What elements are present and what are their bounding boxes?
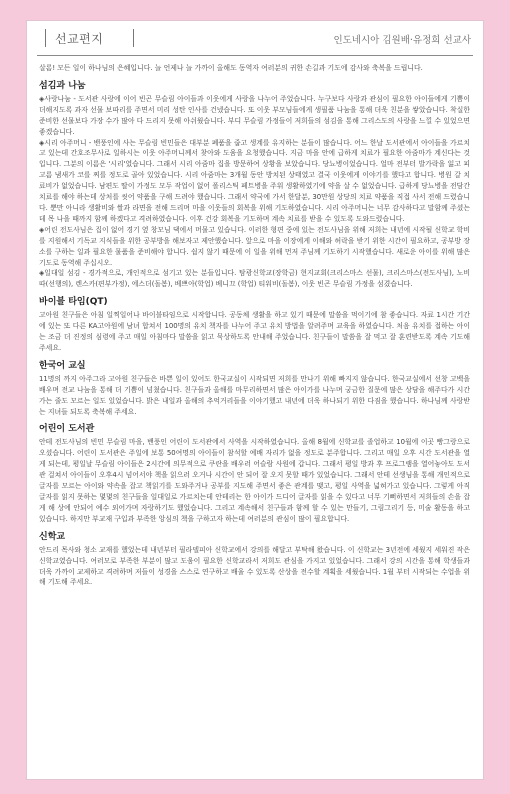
- letter-header: [37, 21, 473, 56]
- korean-class-paragraph: 11명의 까지 아주그라 고아원 친구들은 바쁜 일이 있어도 한국교실이 시작되면 저희를 만나기 위해 빠지지 않습니다. 한국교실에서 선창 고백을 배우며 전교 나눔을 통해 더 기쁨이 넘쳤습니다. 친구들과 올해를 마무리하면서 많은 아이가를 나누며 궁금한 질문에 많은 상담을 해주다가 시간 가는 줄도 모르는 일도 있었습니다. 밝은 내일과 올해의 추억거리들을 이야기했고 내년에 더욱 하나되기 위한 다짐을 했습니다. 하나님께 사랑받는 지녀들 되도록 축복해 주세요.: [39, 374, 470, 416]
- sharing-paragraph-siri: ◈시리 아주머니 - 밴풍인에 사는 무슬림 빈민들은 대부분 폐품을 줍고 생계를 유지하는 분들이 많습니다. 어느 한날 도서관에서 아이들을 가르치고 있는데 간호조무사로 일하시는 이웃 아주머니께서 찾아와 도움을 요청했습니다. 지금 마을 안에 급하게 치료가 필요한 아줌마가 계신다는 것입니다. 그분의 이름은 '시리'였습니다. 그래서 시리 아줌마 집을 방문하여 상황을 보았습니다. 당뇨병이었습니다. 얼마 전부터 발가락을 잃고 피고름 냄새가 코를 찌를 정도로 골아 있었습니다. 시리 아줌마는 3개월 동안 방치된 상태였고 결국 이웃에게 이야기를 했다고 합니다. 병원 갈 치료비가 없었습니다. 남편도 딸이 가정도 모두 작업이 없어 폴리스틱 페트병을 주워 생활하였기에 약을 살 수 없었습니다. 급하게 당뇨병을 전담간 치료를 해야 하는데 상처를 씻어 약품을 구해 드려야 했습니다. 그래서 약국에 가서 한달분, 30만원 상당의 치료 약품을 직접 사서 전해 드렸습니다. 뿐만 아니라 생활비와 쌀과 라면을 전해 드리며 마을 이웃들의 회복을 위해 기도하였습니다. 시리 아주머니는 너무 감사하다고 말함께 주셨는데 목 나을 때까지 함께 하겠다고 격려하였습니다. 이후 건강 회복을 기도하며 계속 치료를 받을 수 있도록 도와드렸습니다.: [39, 138, 470, 223]
- intro-paragraph: 살롬! 모든 일이 하나님의 은혜입니다. 늘 언제나 늘 가까이 올해도 동역자 여러분의 귀한 손길과 기도에 감사와 축복을 드립니다.: [39, 64, 423, 72]
- header-divider-right: [133, 29, 134, 47]
- header-divider-left: [45, 29, 46, 47]
- section-title-korean-class: 한국어 교실: [39, 360, 86, 371]
- library-paragraph: 안테 전도사님의 빈민 무슬림 마을, 밴풍인 어린이 도서관에서 사역을 시작하였습니다. 올해 8월에 신학교를 졸업하고 10월에 이곳 빵그랑으로 오셨습니다. 어린이 도서관은 주일에 보통 50여명의 아이들이 참석할 예배 자리가 없을 정도로 분주합니다. 그리고 매일 오후 시간 도서관을 열게 되는데, 평일날 무슬림 아이들은 2시간에 의무적으로 쿠란을 배우러 어슬람 사원에 갑니다. 그래서 평일 방과 후 프로그램을 열어놓아도 도서관 걸쳐서 아이들이 오후4시 넘어서야 책을 읽으러 오거나 시간이 안 되어 잘 오지 못할 때가 있었습니다. 그래서 안테 선생님을 통해 개인적으로 글자를 모르는 아이와 약속을 잡고 책읽기를 도와주거나 공부를 지도해 주면서 좋은 관계를 맺고, 평일 사역을 넓혀가고 있습니다. 그렇게 아직 글자를 읽지 못하는 몇몇의 친구들을 일대일로 가르치는데 안테리는 한 아이가 드디어 글자를 읽을 수 있다고 너무 기뻐하면서 저희들의 손을 잡게 해 상에 안되어 예수 외어가며 자랑하기도 했었습니다. 그리고 계속해서 친구들과 함께 할 수 있는 만들기, 그림그리기 등, 미술 활동을 하고 있습니다. 하지만 부교재 구입과 부족한 앙심의 책을 구하고자 하는데 여러분의 관심이 많이 필요합니다.: [39, 438, 470, 523]
- sharing-paragraph-evangelist: ◈어린 전도사님은 집이 없어 경기 옆 창모님 댁에서 머물고 있습니다. 이러한 형편 중에 있는 전도사님을 위해 저희는 내년에 시작될 신학교 학비를 지원해서 기독교 지식들을 위한 공부방을 해보자고 제안했습니다. 앞으로 마을 이장에게 이해와 허락을 받기 위한 시간이 필요하고, 공부방 장소를 구하는 일과 필요한 물품을 준비해야 합니다. 쉽지 않기 때문에 이 일을 위해 먼저 주님께 기도하기 시작했습니다. 새로운 아이를 위해 많은 기도로 동역해 주십시오.: [39, 225, 470, 267]
- letter-page: [26, 20, 484, 780]
- letter-author: 인도네시아 김원배·유정희 선교사: [333, 35, 471, 46]
- letter-body: [27, 56, 483, 588]
- bible-time-paragraph: 고아원 친구들은 아침 일찍일어나 바이블타임으로 시작합니다. 공동체 생활을 하고 있기 때문에 말씀을 먹이기에 참 좋습니다. 자료 1시간 기간에 있는 또 다른 KA고아원에 남녀 합쳐서 100명의 유치 책자를 나누어 주고 유치 방법을 알려주며 교육을 하였습니다. 처음 유치를 접하는 아이는 조금 더 진정의 심령에 주고 매일 아침마다 말씀을 읽고 묵상하도록 안내해 주었습니다. 친구들이 말씀을 잘 먹고 잘 훈련받도록 계속 기도해 주세요.: [39, 311, 470, 352]
- section-title-seminary: 신학교: [39, 531, 66, 542]
- section-title-bible-time: 바이블 타임(QT): [39, 297, 108, 308]
- letter-title: 선교편지: [55, 32, 104, 46]
- sharing-paragraph-one-on-one: ◈일대일 섬김 - 경가적으로, 개인적으로 섬기고 있는 분들입니다. 탐광신학교(장학금) 현지교회(크리스마스 선물), 크리스마스(전도사님), 노비따(선행의), 렌스카(편부가정), 에스더(돌봄), 베쁘아(학업) 베니끄 (학업) 티워비(돌봄), 이웃 빈곤 무슬림 가정을 섬겼습니다.: [39, 269, 470, 289]
- section-title-library: 어린이 도서관: [39, 424, 95, 435]
- sharing-paragraph-love: ◈사랑나눔 - 도서관 사랑에 이어 빈곤 무슬림 아이들과 이웃에게 사랑을 나누어 주었습니다. 누구보다 사랑과 관심이 필요한 아이들에게 기쁨이 더해지도록 과자 선물 보따리를 주면서 미리 성탄 인사를 건넸습니다. 또 이웃 부모님들에게 생필품 나눔을 통해 더욱 친분을 쌓았습니다. 착실한 준비한 선물보다 가장 수가 많아 다 드리지 못해 아쉬웠습니다. 부디 무슬림 가정들이 저희들의 섬김을 통해 그리스도의 사랑을 느낄 수 있었으면 좋겠습니다.: [39, 94, 470, 136]
- section-title-sharing: 섬김과 나눔: [39, 80, 86, 91]
- seminary-paragraph: 안드리 목사와 청소 교재를 했었는데 내년부터 필라델피아 신학교에서 강의를 해달고 부탁해 왔습니다. 이 신학교는 3년전에 세웠지 세워진 작은 신학교였습니다. 여러모로 부족한 부분이 많고 도움이 필요한 신학교라서 저희도 관심을 가지고 있었습니다. 그래서 강의 시간을 통해 학생들과 더욱 가까이 교제하고 격려하며 저들이 성경을 스스로 연구하고 배울 수 있도록 산상을 전수할 계획을 세웠습니다. 1월 부터 시작되는 수업을 위해 기도해 주세요.: [39, 545, 470, 587]
